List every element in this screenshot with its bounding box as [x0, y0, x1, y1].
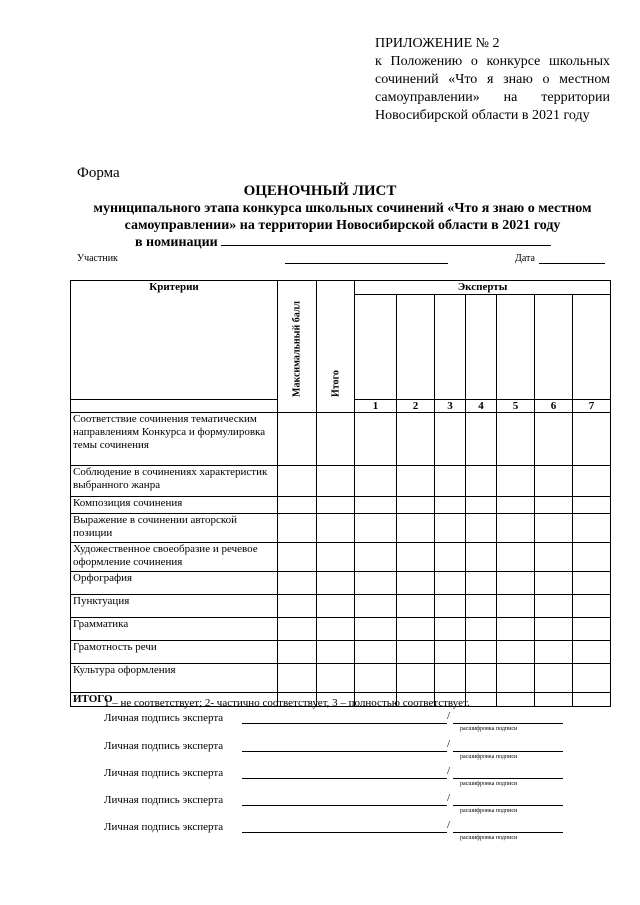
expert-score-cell[interactable]	[435, 664, 466, 693]
table-row	[71, 413, 611, 466]
expert-score-cell[interactable]	[397, 514, 435, 543]
criteria-header: Критерии	[71, 281, 278, 400]
signature-field[interactable]	[242, 805, 447, 806]
page-subtitle: муниципального этапа конкурса школьных сочинений «Что я знаю о местном самоуправлении» на территории Новосибирской области в 2021 году	[93, 201, 592, 233]
expert-score-cell[interactable]	[397, 641, 435, 664]
appendix-line: Новосибирской области в 2021 году	[375, 108, 590, 123]
expert-score-cell[interactable]	[466, 595, 497, 618]
expert-score-cell[interactable]	[497, 664, 535, 693]
expert-score-cell[interactable]	[435, 618, 466, 641]
expert-score-cell[interactable]	[535, 595, 573, 618]
expert-score-cell[interactable]	[535, 618, 573, 641]
expert-number: 1	[355, 400, 397, 413]
total-score-cell[interactable]	[497, 693, 535, 707]
expert-score-cell[interactable]	[466, 543, 497, 572]
date-label: Дата	[515, 253, 535, 264]
criterion-label: Пунктуация	[71, 595, 278, 618]
total-cell[interactable]	[317, 543, 355, 572]
expert-number: 5	[497, 400, 535, 413]
appendix-line: сочинений «Что я знаю о местном	[375, 72, 610, 87]
expert-score-cell[interactable]	[466, 497, 497, 514]
total-cell[interactable]	[317, 497, 355, 514]
expert-score-cell[interactable]	[573, 664, 611, 693]
table-row	[71, 641, 611, 664]
expert-number: 2	[397, 400, 435, 413]
expert-score-cell[interactable]	[397, 595, 435, 618]
expert-number: 4	[466, 400, 497, 413]
appendix-number: ПРИЛОЖЕНИЕ № 2	[375, 36, 500, 51]
total-cell[interactable]	[317, 466, 355, 497]
expert-score-cell[interactable]	[466, 641, 497, 664]
signature-row	[104, 767, 574, 797]
signature-label: Личная подпись эксперта	[104, 740, 224, 752]
total-header-text: Итого	[330, 370, 341, 397]
expert-score-cell[interactable]	[535, 514, 573, 543]
slash-separator: /	[447, 710, 451, 722]
expert-score-cell[interactable]	[466, 618, 497, 641]
signature-field[interactable]	[242, 832, 447, 833]
appendix-block	[375, 35, 610, 125]
date-field[interactable]	[539, 263, 605, 264]
expert-score-cell[interactable]	[466, 514, 497, 543]
expert-score-cell[interactable]	[497, 514, 535, 543]
expert-score-cell[interactable]	[497, 572, 535, 595]
nomination-field[interactable]	[221, 234, 551, 246]
expert-score-cell[interactable]	[573, 641, 611, 664]
appendix-line: самоуправлении» на территории	[375, 90, 610, 105]
table-row	[71, 572, 611, 595]
participant-label: Участник	[77, 253, 118, 264]
nomination-label: в номинации	[135, 235, 218, 250]
signature-hint: расшифровка подписи	[460, 726, 518, 732]
table-row	[71, 664, 611, 693]
expert-score-cell[interactable]	[535, 641, 573, 664]
signature-field[interactable]	[242, 778, 447, 779]
criterion-label: Грамматика	[71, 618, 278, 641]
signature-row	[104, 794, 574, 824]
slash-separator: /	[447, 765, 451, 777]
total-score-cell[interactable]	[535, 693, 573, 707]
expert-score-cell[interactable]	[355, 618, 397, 641]
signature-row	[104, 821, 574, 851]
expert-score-cell[interactable]	[435, 595, 466, 618]
participant-row	[77, 253, 607, 267]
total-row-label: ИТОГО	[71, 693, 278, 707]
table-row	[71, 595, 611, 618]
max-score-cell[interactable]	[278, 514, 317, 543]
table-row	[71, 543, 611, 572]
signature-label: Личная подпись эксперта	[104, 767, 224, 779]
max-score-cell[interactable]	[278, 641, 317, 664]
criterion-label: Композиция сочинения	[71, 497, 278, 514]
max-score-cell[interactable]	[278, 497, 317, 514]
expert-score-cell[interactable]	[573, 572, 611, 595]
expert-score-cell[interactable]	[535, 466, 573, 497]
max-score-header	[278, 281, 317, 413]
max-score-cell[interactable]	[278, 664, 317, 693]
nomination-row	[135, 234, 551, 251]
expert-score-cell[interactable]	[435, 466, 466, 497]
expert-score-cell[interactable]	[535, 413, 573, 466]
table-row	[71, 466, 611, 497]
expert-score-cell[interactable]	[355, 514, 397, 543]
table-row	[71, 497, 611, 514]
expert-score-cell[interactable]	[355, 664, 397, 693]
expert-score-cell[interactable]	[497, 466, 535, 497]
expert-score-cell[interactable]	[355, 641, 397, 664]
slash-separator: /	[447, 819, 451, 831]
total-score-cell[interactable]	[466, 693, 497, 707]
expert-score-cell[interactable]	[397, 572, 435, 595]
total-cell[interactable]	[317, 618, 355, 641]
signature-decoding-field[interactable]	[453, 832, 563, 833]
expert-score-cell[interactable]	[573, 466, 611, 497]
max-score-cell[interactable]	[278, 595, 317, 618]
appendix-line: к Положению о конкурсе школьных	[375, 54, 610, 69]
total-cell[interactable]	[317, 664, 355, 693]
max-score-cell[interactable]	[278, 572, 317, 595]
table-row	[71, 618, 611, 641]
expert-score-cell[interactable]	[466, 413, 497, 466]
signature-decoding-field[interactable]	[453, 723, 563, 724]
score-legend: 1 – не соответствует; 2- частично соответствует, 3 – полностью соответствует.	[104, 697, 470, 709]
criterion-label: Соответствие сочинения тематическим направлениям Конкурса и формулировка темы сочинения	[71, 413, 278, 466]
expert-score-cell[interactable]	[397, 543, 435, 572]
expert-score-cell[interactable]	[573, 595, 611, 618]
signature-field[interactable]	[242, 751, 447, 752]
expert-number: 6	[535, 400, 573, 413]
expert-column-space	[397, 295, 435, 400]
criterion-label: Соблюдение в сочинениях характеристик выбранного жанра	[71, 466, 278, 497]
expert-number: 3	[435, 400, 466, 413]
signature-decoding-field[interactable]	[453, 778, 563, 779]
criteria-header-tail	[71, 400, 278, 413]
expert-score-cell[interactable]	[435, 413, 466, 466]
expert-score-cell[interactable]	[435, 572, 466, 595]
expert-column-space	[466, 295, 497, 400]
expert-score-cell[interactable]	[435, 543, 466, 572]
expert-score-cell[interactable]	[497, 595, 535, 618]
expert-score-cell[interactable]	[397, 664, 435, 693]
criterion-label: Культура оформления	[71, 664, 278, 693]
expert-column-space	[355, 295, 397, 400]
criterion-label: Орфография	[71, 572, 278, 595]
expert-score-cell[interactable]	[573, 618, 611, 641]
expert-score-cell[interactable]	[497, 641, 535, 664]
expert-score-cell[interactable]	[573, 514, 611, 543]
max-score-cell[interactable]	[278, 413, 317, 466]
expert-score-cell[interactable]	[466, 572, 497, 595]
expert-score-cell[interactable]	[497, 497, 535, 514]
expert-score-cell[interactable]	[355, 413, 397, 466]
signature-field[interactable]	[242, 723, 447, 724]
expert-score-cell[interactable]	[535, 543, 573, 572]
expert-score-cell[interactable]	[466, 466, 497, 497]
total-header	[317, 281, 355, 413]
expert-score-cell[interactable]	[355, 572, 397, 595]
evaluation-table	[70, 280, 611, 707]
expert-column-space	[497, 295, 535, 400]
expert-column-space	[573, 295, 611, 400]
expert-score-cell[interactable]	[397, 413, 435, 466]
signature-label: Личная подпись эксперта	[104, 712, 224, 724]
criterion-label: Выражение в сочинении авторской позиции	[71, 514, 278, 543]
max-score-cell[interactable]	[278, 618, 317, 641]
expert-number: 7	[573, 400, 611, 413]
expert-score-cell[interactable]	[573, 413, 611, 466]
expert-column-space	[435, 295, 466, 400]
form-label: Форма	[77, 165, 120, 181]
expert-score-cell[interactable]	[355, 595, 397, 618]
expert-score-cell[interactable]	[435, 497, 466, 514]
table-row	[71, 514, 611, 543]
signature-hint: расшифровка подписи	[460, 808, 518, 814]
total-cell[interactable]	[317, 641, 355, 664]
expert-score-cell[interactable]	[497, 543, 535, 572]
expert-score-cell[interactable]	[397, 618, 435, 641]
expert-score-cell[interactable]	[397, 497, 435, 514]
signature-hint: расшифровка подписи	[460, 754, 518, 760]
expert-score-cell[interactable]	[535, 572, 573, 595]
experts-header: Эксперты	[355, 281, 611, 295]
expert-score-cell[interactable]	[355, 466, 397, 497]
signature-row	[104, 712, 574, 742]
total-score-cell[interactable]	[573, 693, 611, 707]
total-cell[interactable]	[317, 595, 355, 618]
expert-score-cell[interactable]	[355, 497, 397, 514]
signature-label: Личная подпись эксперта	[104, 794, 224, 806]
expert-score-cell[interactable]	[435, 514, 466, 543]
expert-score-cell[interactable]	[535, 497, 573, 514]
signature-hint: расшифровка подписи	[460, 835, 518, 841]
signature-decoding-field[interactable]	[453, 751, 563, 752]
criterion-label: Грамотность речи	[71, 641, 278, 664]
expert-score-cell[interactable]	[397, 466, 435, 497]
signature-hint: расшифровка подписи	[460, 781, 518, 787]
expert-score-cell[interactable]	[497, 413, 535, 466]
expert-score-cell[interactable]	[355, 543, 397, 572]
signature-decoding-field[interactable]	[453, 805, 563, 806]
expert-score-cell[interactable]	[573, 543, 611, 572]
participant-field[interactable]	[285, 263, 448, 264]
expert-score-cell[interactable]	[497, 618, 535, 641]
max-score-cell[interactable]	[278, 466, 317, 497]
expert-score-cell[interactable]	[466, 664, 497, 693]
total-cell[interactable]	[317, 413, 355, 466]
total-cell[interactable]	[317, 572, 355, 595]
total-cell[interactable]	[317, 514, 355, 543]
expert-score-cell[interactable]	[435, 641, 466, 664]
expert-column-space	[535, 295, 573, 400]
expert-score-cell[interactable]	[535, 664, 573, 693]
expert-score-cell[interactable]	[573, 497, 611, 514]
slash-separator: /	[447, 738, 451, 750]
signature-row	[104, 740, 574, 770]
max-score-cell[interactable]	[278, 543, 317, 572]
signature-label: Личная подпись эксперта	[104, 821, 224, 833]
criterion-label: Художественное своеобразие и речевое оформление сочинения	[71, 543, 278, 572]
max-score-header-text: Максимальный балл	[291, 300, 303, 397]
slash-separator: /	[447, 792, 451, 804]
page-title: ОЦЕНОЧНЫЙ ЛИСТ	[243, 183, 397, 199]
